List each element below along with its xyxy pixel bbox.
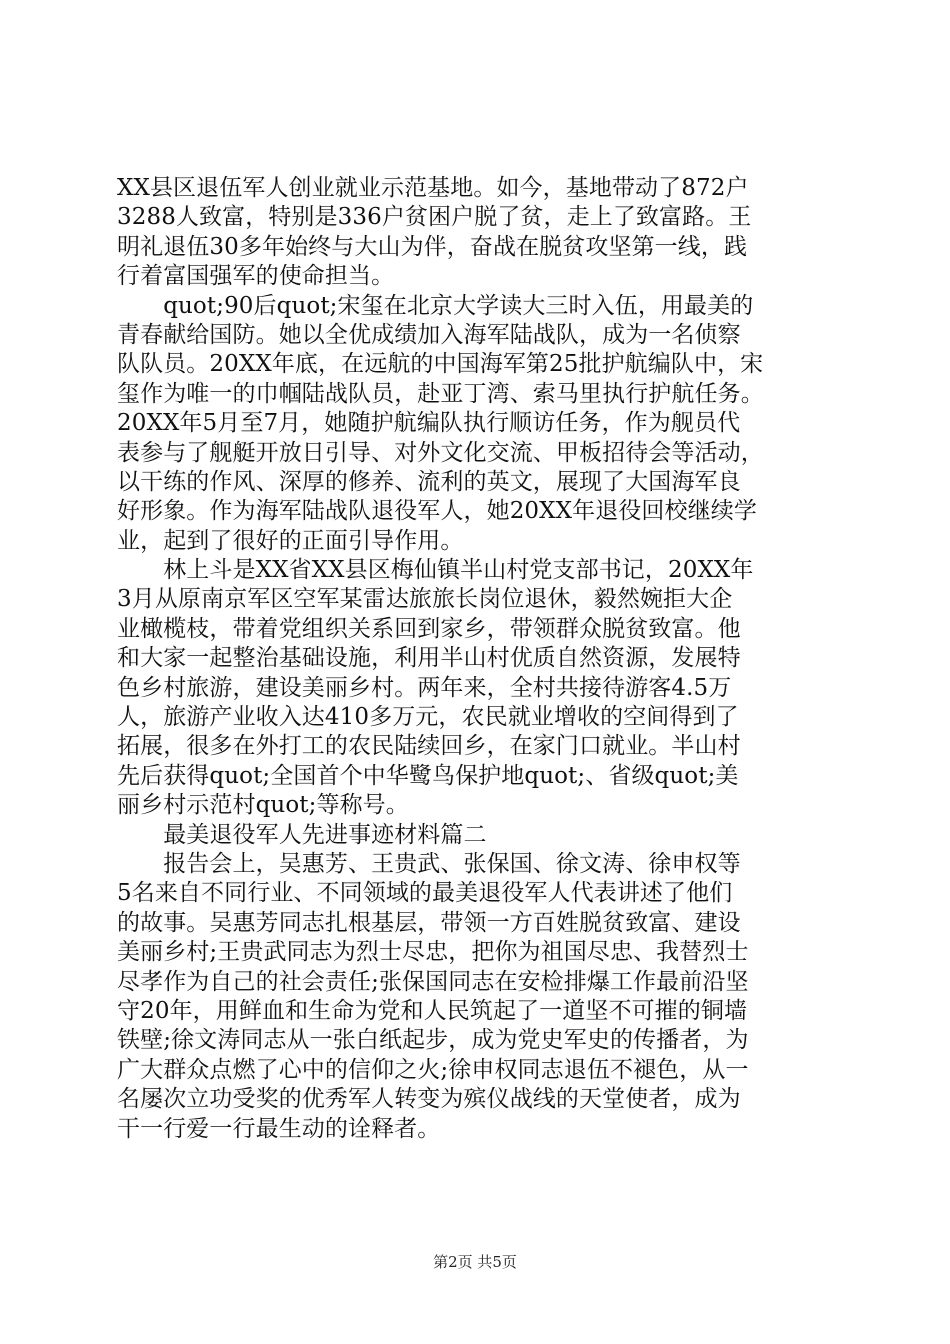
text-line: 守20年，用鲜血和生命为党和人民筑起了一道坚不可摧的铜墙	[117, 997, 748, 1024]
text-line: 名屡次立功受奖的优秀军人转变为殡仪战线的天堂使者，成为	[117, 1086, 741, 1113]
text-line: 尽孝作为自己的社会责任;张保国同志在安检排爆工作最前沿坚	[117, 968, 749, 995]
text-line: 20XX年5月至7月，她随护航编队执行顺访任务，作为舰员代	[117, 410, 741, 437]
text-line: 5名来自不同行业、不同领域的最美退役军人代表讲述了他们	[117, 880, 733, 907]
text-line: XX县区退伍军人创业就业示范基地。如今，基地带动了872户	[117, 175, 749, 201]
text-line: 和大家一起整治基础设施，利用半山村优质自然资源，发展特	[117, 645, 741, 672]
text-line: 报告会上，吴惠芳、王贵武、张保国、徐文涛、徐申权等	[117, 850, 741, 877]
text-line: 铁壁;徐文涛同志从一张白纸起步，成为党史军史的传播者，为	[117, 1027, 749, 1054]
text-line: 广大群众点燃了心中的信仰之火;徐申权同志退伍不褪色，从一	[117, 1056, 749, 1083]
text-line: 业，起到了很好的正面引导作用。	[117, 527, 464, 554]
text-line: 好形象。作为海军陆战队退役军人，她20XX年退役回校继续学	[117, 498, 757, 525]
text-line: 人，旅游产业收入达410多万元，农民就业增收的空间得到了	[117, 704, 739, 731]
text-line: 丽乡村示范村quot;等称号。	[117, 792, 409, 819]
text-line: 先后获得quot;全国首个中华鹭鸟保护地quot;、省级quot;美	[117, 762, 739, 789]
text-line: 美丽乡村;王贵武同志为烈士尽忠，把你为祖国尽忠、我替烈士	[117, 939, 749, 966]
text-line: 干一行爱一行最生动的诠释者。	[117, 1115, 441, 1142]
text-line: 林上斗是XX省XX县区梅仙镇半山村党支部书记，20XX年	[117, 557, 754, 584]
text-line: 3月从原南京军区空军某雷达旅旅长岗位退休，毅然婉拒大企	[117, 586, 733, 613]
text-line: 行着富国强军的使命担当。	[117, 263, 395, 290]
text-line: 玺作为唯一的巾帼陆战队员，赴亚丁湾、索马里执行护航任务。	[117, 380, 764, 407]
document-body	[117, 174, 835, 1144]
text-line: 队队员。20XX年底，在远航的中国海军第25批护航编队中，宋	[117, 351, 764, 378]
section-heading: 最美退役军人先进事迹材料篇二	[117, 821, 487, 848]
text-line: quot;90后quot;宋玺在北京大学读大三时入伍，用最美的	[117, 292, 754, 319]
text-line: 青春献给国防。她以全优成绩加入海军陆战队，成为一名侦察	[117, 321, 741, 348]
text-line: 色乡村旅游，建设美丽乡村。两年来，全村共接待游客4.5万	[117, 674, 732, 701]
text-line: 以干练的作风、深厚的修养、流利的英文，展现了大国海军良	[117, 468, 741, 495]
text-line: 明礼退伍30多年始终与大山为伴，奋战在脱贫攻坚第一线，践	[117, 233, 748, 260]
text-line: 的故事。吴惠芳同志扎根基层，带领一方百姓脱贫致富、建设	[117, 909, 741, 936]
text-line: 表参与了舰艇开放日引导、对外文化交流、甲板招待会等活动，	[117, 439, 764, 466]
text-line: 拓展，很多在外打工的农民陆续回乡，在家门口就业。半山村	[117, 733, 741, 760]
text-line: 业橄榄枝，带着党组织关系回到家乡，带领群众脱贫致富。他	[117, 615, 741, 642]
text-line: 3288人致富，特别是336户贫困户脱了贫，走上了致富路。王	[117, 204, 752, 231]
page-number-footer: 第2页 共5页	[433, 1253, 517, 1271]
